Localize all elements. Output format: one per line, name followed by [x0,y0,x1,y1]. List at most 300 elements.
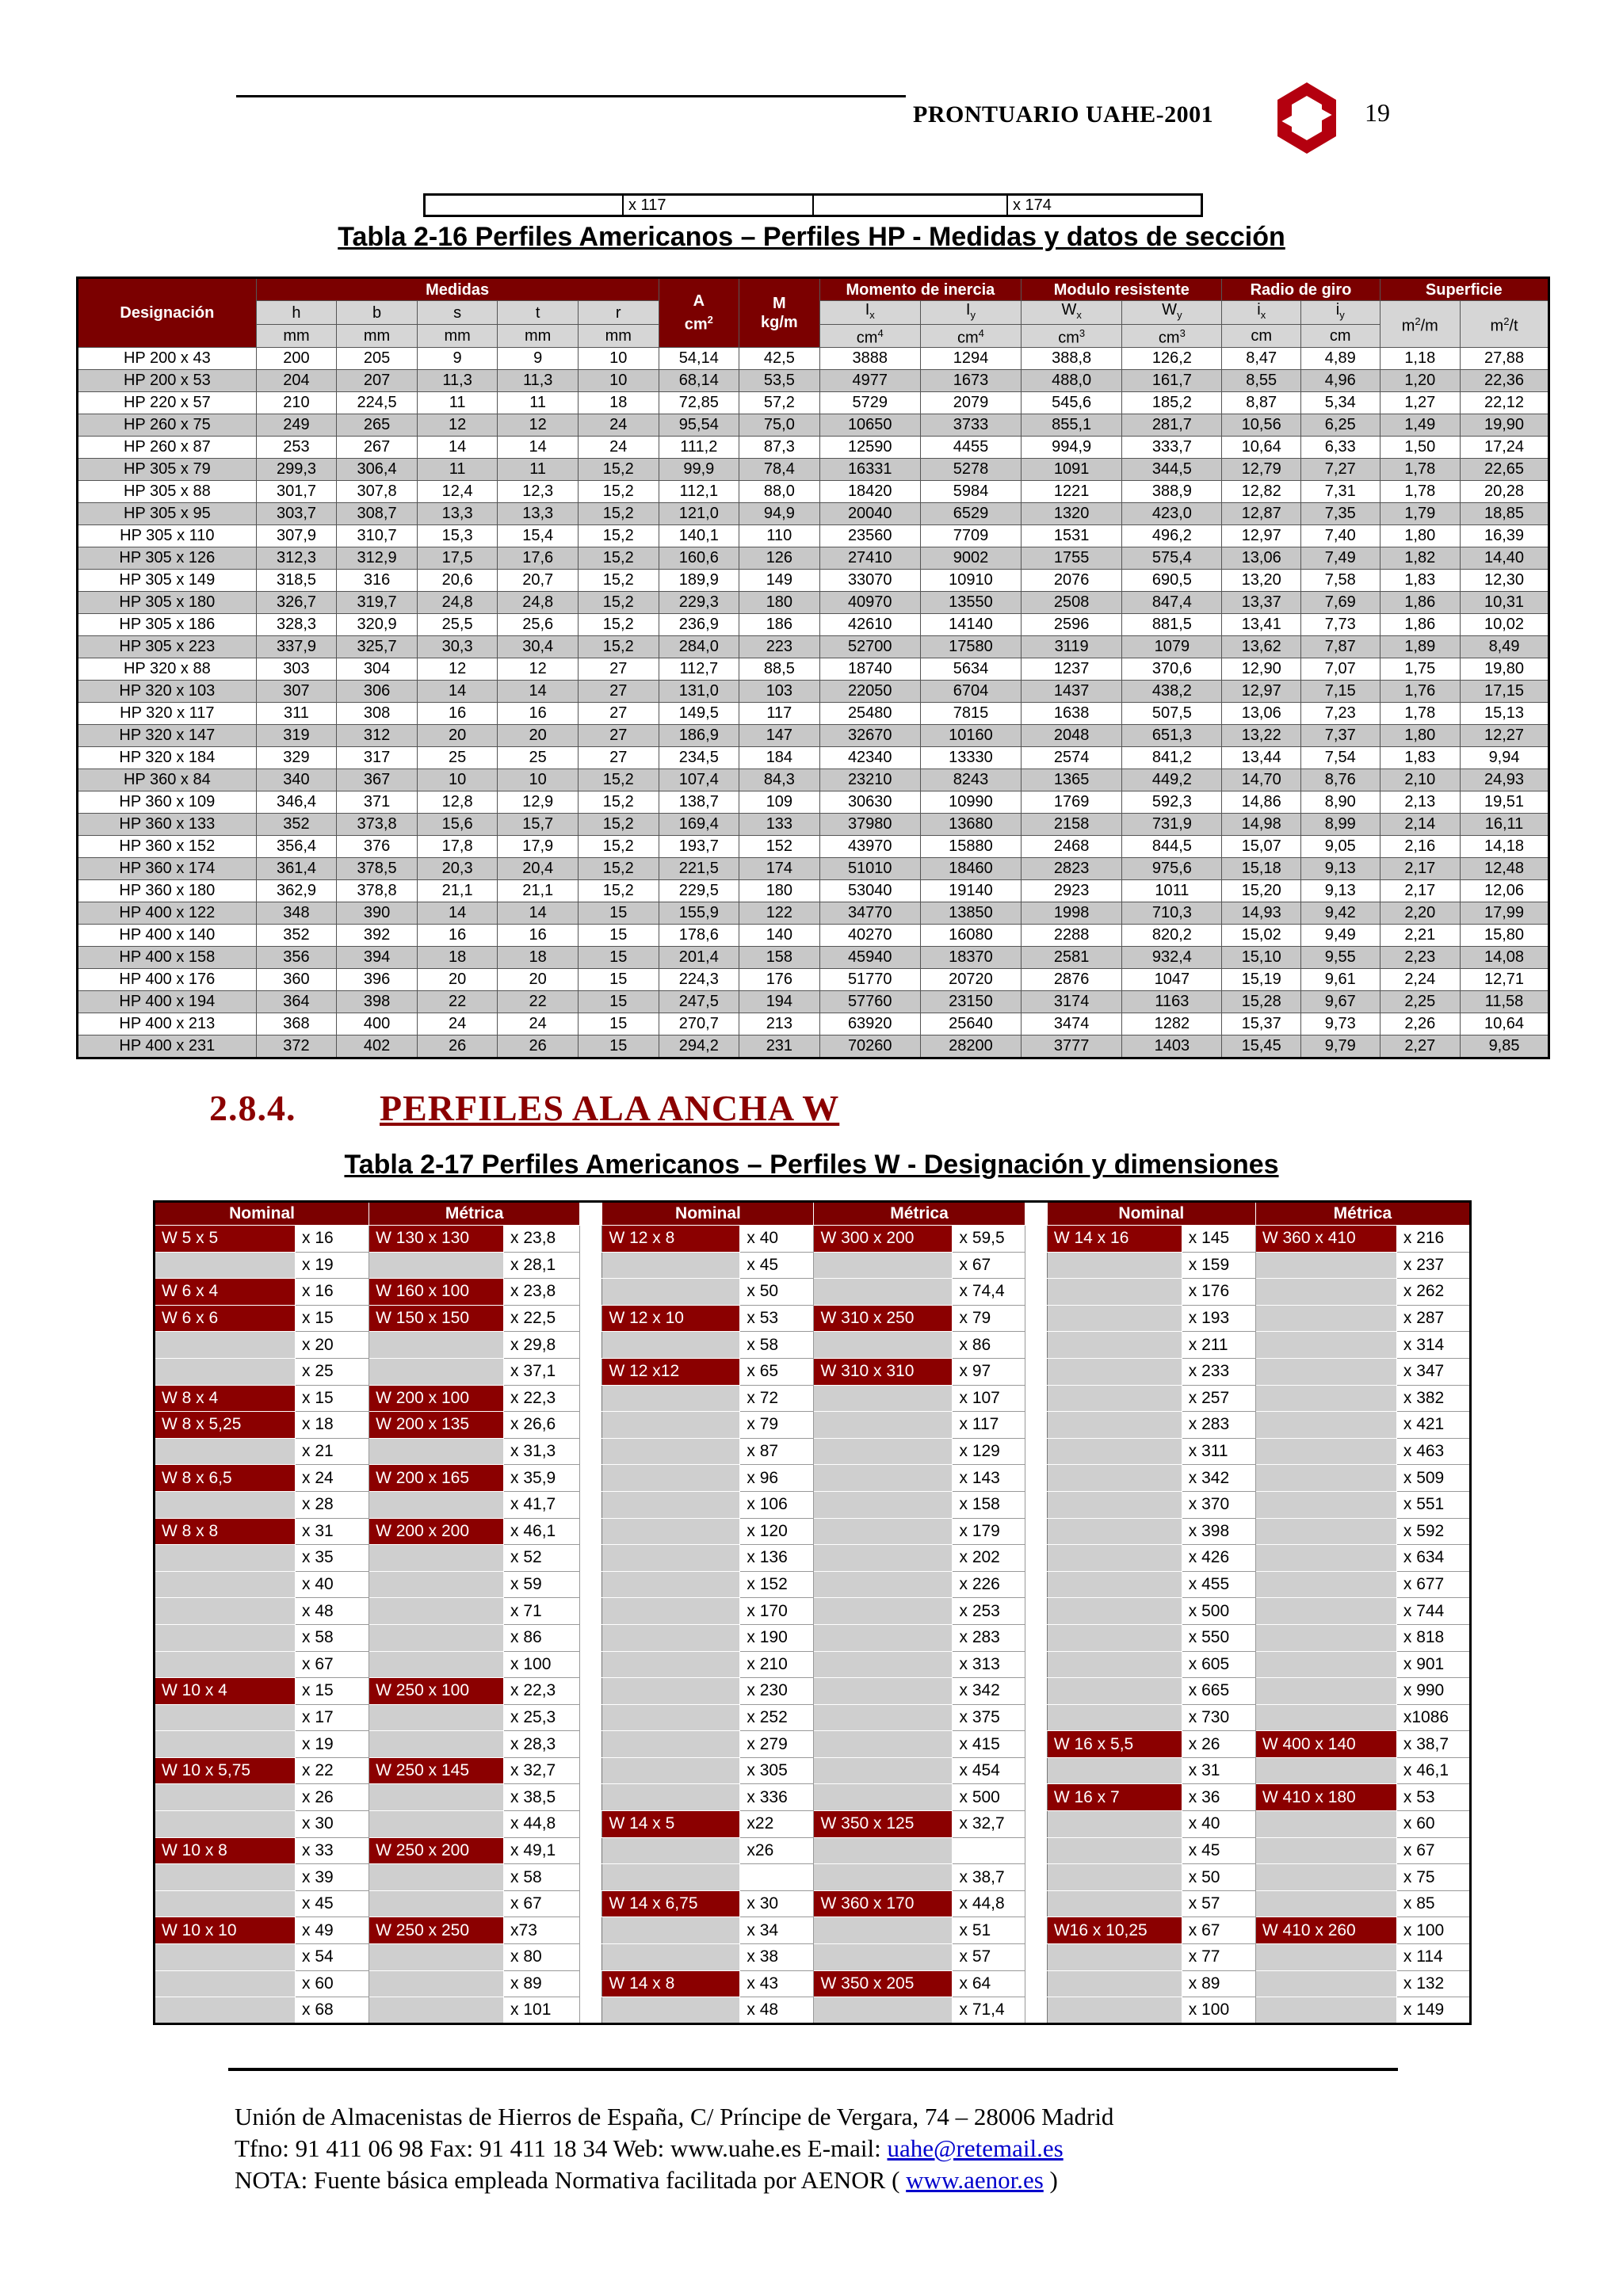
designation-cell [369,1651,504,1678]
value-cell: 17,6 [498,547,579,569]
weight-cell: x 75 [1396,1864,1470,1891]
value-cell: 12 [417,658,498,680]
designation-cell [155,1571,296,1598]
designation-cell [1047,1438,1182,1465]
weight-cell: x 44,8 [953,1890,1025,1917]
value-cell: 9,85 [1461,1035,1549,1058]
value-cell: 3474 [1022,1013,1122,1035]
value-cell: 3174 [1022,990,1122,1013]
weight-cell: x 15 [296,1305,369,1332]
value-cell: 4455 [920,436,1021,458]
weight-cell: x 86 [504,1624,580,1651]
weight-cell: x 550 [1182,1624,1255,1651]
value-cell: 1531 [1022,524,1122,547]
designation-cell: W 10 x 10 [155,1917,296,1944]
value-cell: 2076 [1022,569,1122,591]
designation-cell [1047,1358,1182,1385]
value-cell: 13,06 [1222,547,1301,569]
value-cell: 6,33 [1300,436,1380,458]
table-row [155,1917,1471,1944]
weight-cell: x 53 [1396,1784,1470,1811]
weight-cell: x 730 [1182,1704,1255,1731]
sub-t: t [498,301,579,325]
weight-cell: x 129 [953,1438,1025,1465]
weight-cell: x 85 [1396,1890,1470,1917]
value-cell: 651,3 [1122,724,1222,746]
weight-cell: x 49,1 [504,1837,580,1864]
weight-cell: x 24 [296,1465,369,1492]
value-cell: 24 [417,1013,498,1035]
table-row [78,547,1549,569]
value-cell: 346,4 [256,791,337,813]
t17-separator [1025,1651,1047,1678]
value-cell: 1,80 [1380,524,1461,547]
value-cell: 2,25 [1380,990,1461,1013]
designation-cell [602,1864,740,1891]
value-cell: 3119 [1022,635,1122,658]
designation-cell [814,1545,953,1572]
weight-cell: x 901 [1396,1651,1470,1678]
table-row [78,569,1549,591]
value-cell: 14 [417,436,498,458]
value-cell: 281,7 [1122,414,1222,436]
weight-cell: x 262 [1396,1279,1470,1306]
weight-cell: x 744 [1396,1598,1470,1625]
value-cell: 373,8 [337,813,418,835]
value-cell: 12,3 [498,480,579,502]
value-cell: 20 [498,724,579,746]
value-cell: 15,3 [417,524,498,547]
designation-cell: W 200 x 135 [369,1412,504,1439]
value-cell: 51010 [819,857,920,879]
value-cell: 7709 [920,524,1021,547]
weight-cell: x 818 [1396,1624,1470,1651]
value-cell: 371 [337,791,418,813]
designation-cell [1255,1305,1396,1332]
unit-mm: mm [337,325,418,348]
t17-separator [580,1731,602,1758]
value-cell: 18420 [819,480,920,502]
value-cell: 370,6 [1122,658,1222,680]
value-cell: 1079 [1122,635,1222,658]
value-cell: 8,55 [1222,369,1301,391]
table-row [78,436,1549,458]
value-cell: 27,88 [1461,347,1549,369]
designation-cell [369,1332,504,1359]
value-cell: 7,37 [1300,724,1380,746]
value-cell: 19140 [920,879,1021,902]
value-cell: 88,0 [739,480,820,502]
value-cell: 13,3 [417,502,498,524]
header-rule [236,95,906,97]
value-cell: 10910 [920,569,1021,591]
value-cell: 33070 [819,569,920,591]
designation-cell [602,1598,740,1625]
designation-cell [155,1358,296,1385]
designation-cell [155,1651,296,1678]
value-cell: 11,3 [498,369,579,391]
table-row [155,1279,1471,1306]
value-cell: 12,97 [1222,680,1301,702]
designation-cell [1047,1890,1182,1917]
t17-separator [1025,1202,1047,1226]
weight-cell: x 40 [1182,1811,1255,1838]
value-cell: 126 [739,547,820,569]
value-cell: 149,5 [659,702,739,724]
value-cell: 12 [498,414,579,436]
weight-cell: x 375 [953,1704,1025,1731]
designation-cell [369,1811,504,1838]
value-cell: 364 [256,990,337,1013]
weight-cell: x 33 [296,1837,369,1864]
value-cell: 12,82 [1222,480,1301,502]
t17-separator [580,1704,602,1731]
designation-cell: W 14 x 5 [602,1811,740,1838]
value-cell: 121,0 [659,502,739,524]
designation-cell [1047,1997,1182,2024]
weight-cell: x 634 [1396,1545,1470,1572]
value-cell: 312,3 [256,547,337,569]
value-cell: 112,7 [659,658,739,680]
value-cell: 356 [256,946,337,968]
value-cell: 158 [739,946,820,968]
designation-cell [814,1385,953,1412]
value-cell: 180 [739,879,820,902]
value-cell: 37980 [819,813,920,835]
value-cell: 994,9 [1022,436,1122,458]
value-cell: 42,5 [739,347,820,369]
value-cell: 229,5 [659,879,739,902]
col-radio: Radio de giro [1222,278,1380,301]
designation-cell [602,1837,740,1864]
value-cell: 109 [739,791,820,813]
footer-note: NOTA: Fuente básica empleada Normativa facilitada por AENOR ( www.aenor.es ) [235,2166,1058,2194]
value-cell: 423,0 [1122,502,1222,524]
designation-cell: HP 400 x 213 [78,1013,257,1035]
value-cell: 54,14 [659,347,739,369]
value-cell: 18740 [819,658,920,680]
value-cell: 312,9 [337,547,418,569]
designation-cell: HP 360 x 152 [78,835,257,857]
value-cell: 308 [337,702,418,724]
designation-cell [1047,1970,1182,1997]
designation-cell [1255,1811,1396,1838]
value-cell: 378,8 [337,879,418,902]
designation-cell: W 250 x 100 [369,1678,504,1705]
value-cell: 18370 [920,946,1021,968]
value-cell: 15,07 [1222,835,1301,857]
unit-mm: mm [256,325,337,348]
value-cell: 7,23 [1300,702,1380,724]
designation-cell: W 410 x 180 [1255,1784,1396,1811]
value-cell: 30,4 [498,635,579,658]
value-cell: 32670 [819,724,920,746]
unit-mm: mm [498,325,579,348]
table-row [78,946,1549,968]
weight-cell: x 59 [504,1571,580,1598]
designation-cell [602,1279,740,1306]
weight-cell: x 382 [1396,1385,1470,1412]
value-cell: 328,3 [256,613,337,635]
t17-separator [1025,1624,1047,1651]
value-cell: 8,49 [1461,635,1549,658]
email-link[interactable]: uahe@retemail.es [887,2134,1064,2162]
weight-cell: x 257 [1182,1385,1255,1412]
table-row [78,680,1549,702]
designation-cell [1255,1385,1396,1412]
value-cell: 329 [256,746,337,769]
value-cell: 2,27 [1380,1035,1461,1058]
value-cell: 12,9 [498,791,579,813]
value-cell: 22,36 [1461,369,1549,391]
value-cell: 224,5 [337,391,418,414]
value-cell: 1,86 [1380,591,1461,613]
footer-address: Unión de Almacenistas de Hierros de España, C/ Príncipe de Vergara, 74 – 28006 Madrid [235,2103,1114,2130]
weight-cell: x 279 [740,1731,814,1758]
value-cell: 7815 [920,702,1021,724]
designation-cell: HP 400 x 231 [78,1035,257,1058]
weight-cell: x 79 [740,1412,814,1439]
weight-cell: x 80 [504,1944,580,1971]
value-cell: 15 [578,1035,659,1058]
table-row [155,1811,1471,1838]
designation-cell [814,1438,953,1465]
value-cell: 731,9 [1122,813,1222,835]
value-cell: 306 [337,680,418,702]
value-cell: 2581 [1022,946,1122,968]
table-row [155,1651,1471,1678]
value-cell: 7,87 [1300,635,1380,658]
table-row [78,369,1549,391]
value-cell: 25640 [920,1013,1021,1035]
value-cell: 6704 [920,680,1021,702]
value-cell: 308,7 [337,502,418,524]
t17-separator [1025,1864,1047,1891]
value-cell: 13,44 [1222,746,1301,769]
value-cell: 15,80 [1461,924,1549,946]
value-cell: 22,12 [1461,391,1549,414]
value-cell: 24,8 [498,591,579,613]
weight-cell: x 86 [953,1332,1025,1359]
value-cell: 99,9 [659,458,739,480]
t17-separator [1025,1305,1047,1332]
value-cell: 149 [739,569,820,591]
value-cell: 388,8 [1022,347,1122,369]
value-cell: 14,40 [1461,547,1549,569]
value-cell: 112,1 [659,480,739,502]
value-cell: 63920 [819,1013,920,1035]
t17-separator [580,1305,602,1332]
designation-cell [1047,1598,1182,1625]
designation-cell: HP 260 x 75 [78,414,257,436]
col-momento: Momento de inercia [819,278,1021,301]
section-heading [209,1087,839,1129]
table-row [78,1013,1549,1035]
table-row [78,502,1549,524]
t17-separator [580,1624,602,1651]
value-cell: 161,7 [1122,369,1222,391]
t17-header-nominal: Nominal [602,1202,814,1226]
value-cell: 7,73 [1300,613,1380,635]
weight-cell: x 415 [953,1731,1025,1758]
value-cell: 133 [739,813,820,835]
value-cell: 311 [256,702,337,724]
table-row [155,1305,1471,1332]
table-row [155,1598,1471,1625]
value-cell: 13,06 [1222,702,1301,724]
value-cell: 392 [337,924,418,946]
sub-ry: $i_y$ [1300,301,1380,325]
weight-cell: x 19 [296,1252,369,1279]
designation-cell: HP 320 x 103 [78,680,257,702]
value-cell: 400 [337,1013,418,1035]
value-cell: 1320 [1022,502,1122,524]
table-row [155,1438,1471,1465]
aenor-link[interactable]: www.aenor.es [906,2166,1044,2194]
value-cell: 194 [739,990,820,1013]
designation-cell [814,1864,953,1891]
value-cell: 13,3 [498,502,579,524]
value-cell: 12,06 [1461,879,1549,902]
weight-cell: x 149 [1396,1997,1470,2024]
t17-separator [580,1226,602,1253]
value-cell: 88,5 [739,658,820,680]
table-row [155,1757,1471,1784]
value-cell: 15,4 [498,524,579,547]
value-cell: 12,97 [1222,524,1301,547]
designation-cell [814,1731,953,1758]
designation-cell [602,1678,740,1705]
designation-cell [1047,1545,1182,1572]
weight-cell: x 158 [953,1491,1025,1518]
value-cell: 8,99 [1300,813,1380,835]
sub-wx: $W_x$ [1022,301,1122,325]
value-cell: 1,27 [1380,391,1461,414]
weight-cell: x 89 [1182,1970,1255,1997]
table-row [78,458,1549,480]
t17-separator [580,1651,602,1678]
value-cell: 325,7 [337,635,418,658]
value-cell: 1047 [1122,968,1222,990]
weight-cell: x 25,3 [504,1704,580,1731]
value-cell: 1163 [1122,990,1222,1013]
designation-cell [1255,1571,1396,1598]
value-cell: 10,64 [1461,1013,1549,1035]
section-title: PERFILES ALA ANCHA W [380,1088,840,1128]
value-cell: 7,69 [1300,591,1380,613]
value-cell: 975,6 [1122,857,1222,879]
weight-cell: x 283 [1182,1412,1255,1439]
weight-cell: x 136 [740,1545,814,1572]
value-cell: 388,9 [1122,480,1222,502]
value-cell: 16 [498,924,579,946]
designation-cell [1047,1624,1182,1651]
unit-cm: cm [1222,325,1301,348]
weight-cell: x 233 [1182,1358,1255,1385]
value-cell: 303,7 [256,502,337,524]
designation-cell [369,1252,504,1279]
table-row [78,769,1549,791]
designation-cell [155,1252,296,1279]
value-cell: 174 [739,857,820,879]
weight-cell: x 211 [1182,1332,1255,1359]
value-cell: 5278 [920,458,1021,480]
weight-cell: x 74,4 [953,1279,1025,1306]
value-cell: 12,4 [417,480,498,502]
tail-cell: x 117 [624,196,814,215]
tail-cell: x 174 [1013,196,1052,214]
designation-cell: W 200 x 100 [369,1385,504,1412]
weight-cell: x 500 [1182,1598,1255,1625]
weight-cell: x 87 [740,1438,814,1465]
value-cell: 12 [498,658,579,680]
weight-cell: x 67 [504,1890,580,1917]
value-cell: 390 [337,902,418,924]
sub-m2m: $m^2/m$ [1380,301,1461,348]
sub-ix: $I_x$ [819,301,920,325]
designation-cell: HP 305 x 126 [78,547,257,569]
value-cell: 16 [417,702,498,724]
value-cell: 1437 [1022,680,1122,702]
weight-cell: x 48 [740,1997,814,2024]
designation-cell [1255,1412,1396,1439]
weight-cell: x 106 [740,1491,814,1518]
weight-cell: x 28 [296,1491,369,1518]
value-cell: 70260 [819,1035,920,1058]
value-cell: 15 [578,946,659,968]
t17-separator [580,1970,602,1997]
designation-cell [814,1412,953,1439]
weight-cell: x 22 [296,1757,369,1784]
value-cell: 94,9 [739,502,820,524]
table-row [78,746,1549,769]
value-cell: 20720 [920,968,1021,990]
value-cell: 19,51 [1461,791,1549,813]
value-cell: 117 [739,702,820,724]
value-cell: 11 [417,391,498,414]
unit-mm: mm [578,325,659,348]
value-cell: 53040 [819,879,920,902]
designation-cell: HP 305 x 180 [78,591,257,613]
unit-mm: mm [417,325,498,348]
value-cell: 5634 [920,658,1021,680]
designation-cell: HP 360 x 109 [78,791,257,813]
designation-cell [1047,1465,1182,1492]
table-row [155,1571,1471,1598]
value-cell: 9 [498,347,579,369]
weight-cell: x 23,8 [504,1226,580,1253]
value-cell: 247,5 [659,990,739,1013]
weight-cell: x 592 [1396,1518,1470,1545]
footer-contact: Tfno: 91 411 06 98 Fax: 91 411 18 34 Web: www.uahe.es E-mail: uahe@retemail.es [235,2134,1064,2162]
weight-cell: x 143 [953,1465,1025,1492]
sub-rx: $i_x$ [1222,301,1301,325]
designation-cell [1047,1491,1182,1518]
t17-header-metrica: Métrica [369,1202,580,1226]
value-cell: 5984 [920,480,1021,502]
value-cell: 299,3 [256,458,337,480]
value-cell: 1,83 [1380,746,1461,769]
designation-cell [1255,1837,1396,1864]
value-cell: 592,3 [1122,791,1222,813]
value-cell: 4,96 [1300,369,1380,391]
value-cell: 326,7 [256,591,337,613]
value-cell: 14,08 [1461,946,1549,968]
table-row [78,902,1549,924]
value-cell: 398 [337,990,418,1013]
value-cell: 25480 [819,702,920,724]
value-cell: 7,15 [1300,680,1380,702]
